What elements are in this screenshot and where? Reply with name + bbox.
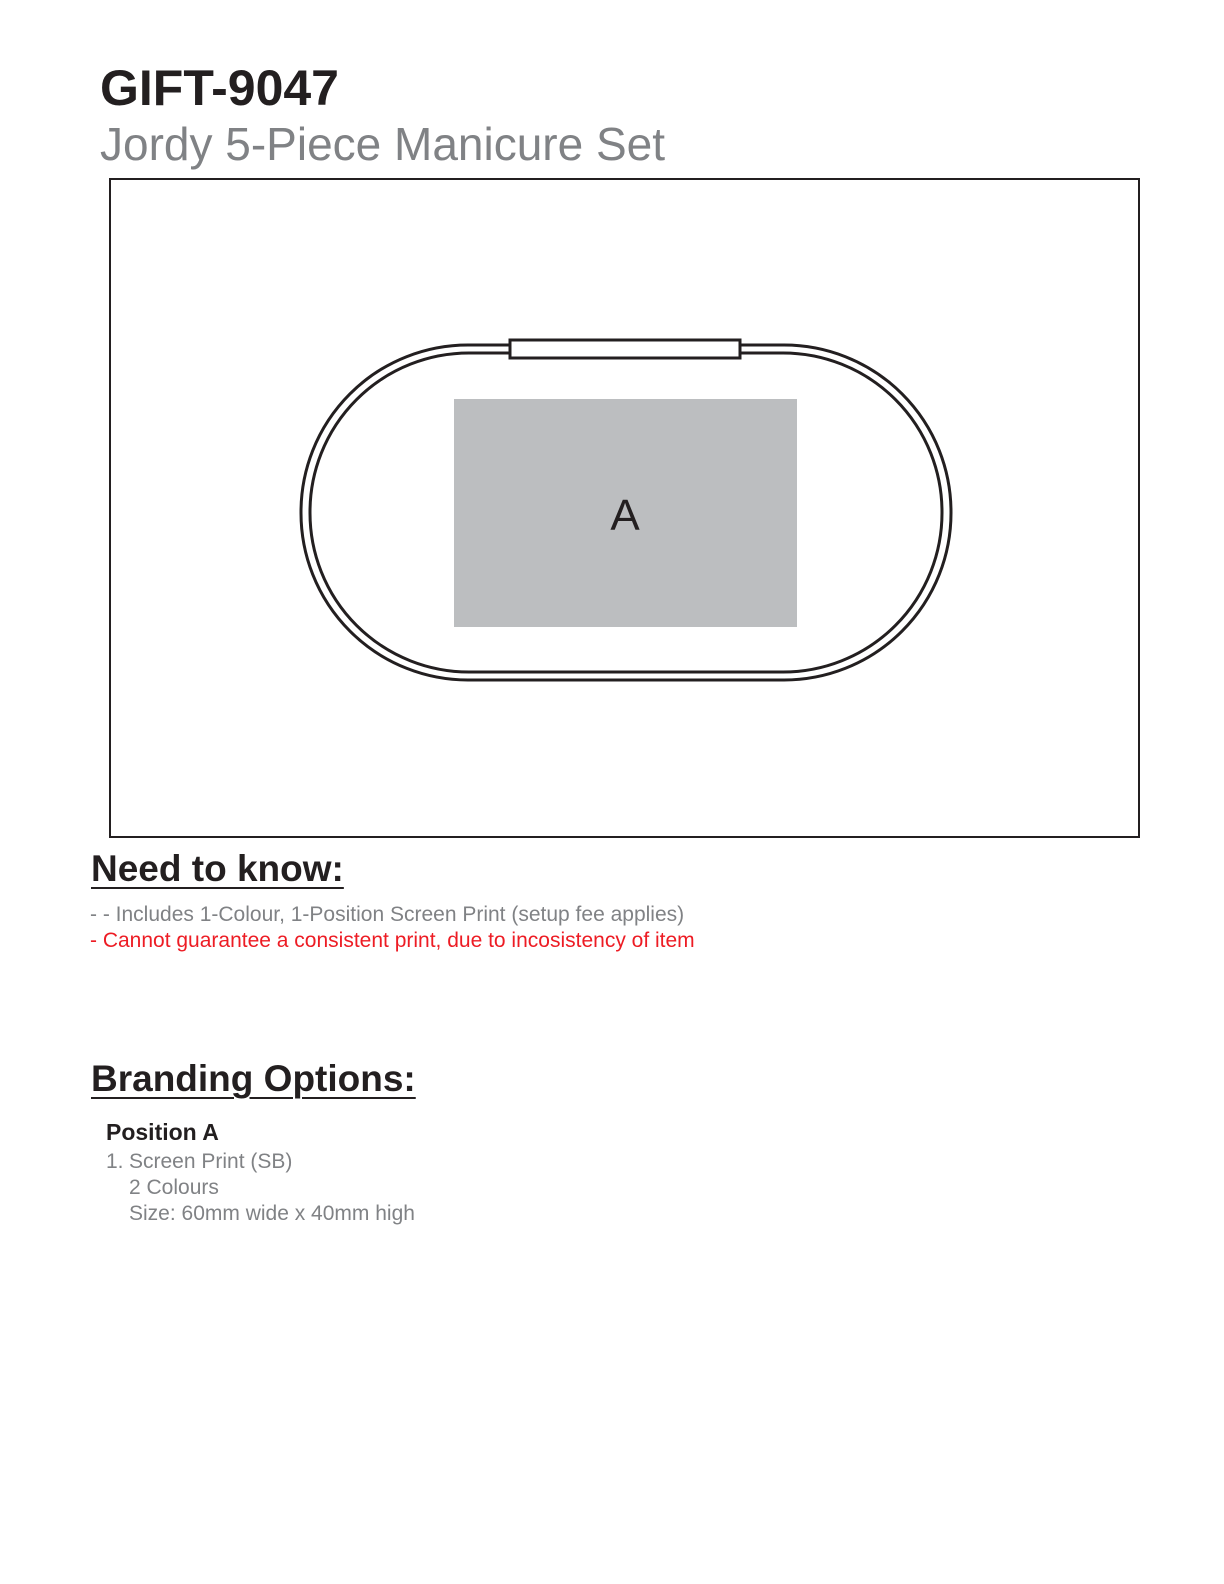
note-screen-print: - - Includes 1-Colour, 1-Position Screen Print (setup fee applies) (90, 903, 685, 926)
need-to-know-heading: Need to know: (91, 848, 344, 889)
product-name: Jordy 5-Piece Manicure Set (100, 118, 666, 170)
option-size: Size: 60mm wide x 40mm high (129, 1202, 415, 1225)
option-colours: 2 Colours (129, 1176, 219, 1199)
case-clasp (510, 340, 740, 358)
branding-options-heading: Branding Options: (91, 1058, 416, 1099)
product-code: GIFT-9047 (100, 60, 339, 116)
note-print-warning: - Cannot guarantee a consistent print, due to incosistency of item (90, 929, 695, 952)
option-number: 1. (106, 1150, 124, 1173)
print-area-label: A (610, 491, 640, 540)
product-diagram-frame (109, 178, 1140, 838)
product-diagram (111, 180, 1138, 836)
option-method: Screen Print (SB) (129, 1150, 293, 1173)
position-a-title: Position A (106, 1119, 219, 1145)
